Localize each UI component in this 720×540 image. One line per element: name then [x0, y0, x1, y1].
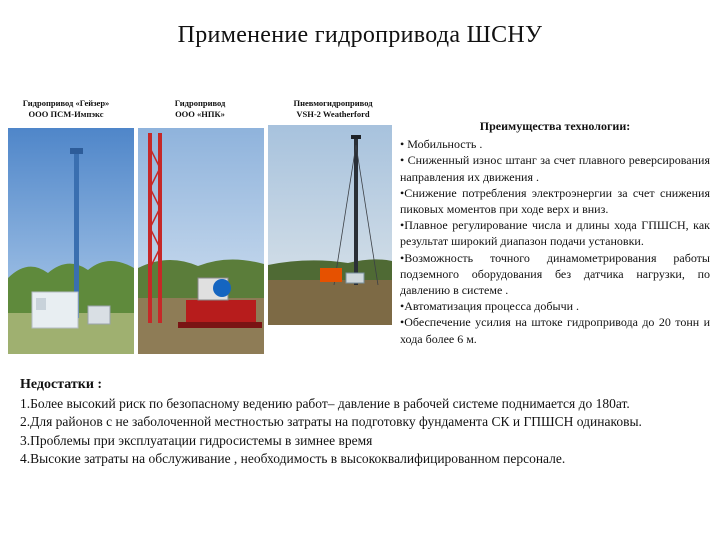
advantage-item: •Снижение потребления электроэнергии за счет снижения пиковых моментов при ходе верх и вниз. — [400, 185, 710, 217]
caption-line: Пневмогидропривод — [293, 98, 373, 108]
advantage-item: •Обеспечение усилия на штоке гидропривода до 20 тонн и хода более 6 м. — [400, 315, 710, 346]
caption-line: Гидропривод — [174, 98, 226, 108]
advantage-item: •Возможность точного динамометрирования работы подземного оборудования без датчика нагрузки, по давлению в системе . — [400, 250, 710, 298]
disadvantages-title: Недостатки : — [20, 377, 103, 392]
disadvantages-section — [20, 376, 710, 469]
advantage-item: •Автоматизация процесса добычи . — [400, 299, 580, 314]
disadvantage-item: 2.Для районов с не заболоченной местностью затраты на подготовку фундамента СК и ГПШСН одинаковы. — [20, 414, 642, 430]
disadvantage-item: 4.Высокие затраты на обслуживание , необходимость в высококвалифицированном персонале. — [20, 451, 566, 467]
page-title: Применение гидропривода ШСНУ — [177, 22, 543, 48]
advantage-item: •Плавное регулирование числа и длины хода ГПШСН, как результат широкий диапазон подачи установки. — [400, 218, 710, 249]
disadvantage-item: 3.Проблемы при эксплуатации гидросистемы в зимнее время — [20, 432, 373, 448]
photo-npk-hydraulic-drive — [138, 128, 264, 354]
photo-geyser-hydraulic-drive — [8, 128, 134, 354]
disadvantage-item: 1.Более высокий риск по безопасному ведению работ– давление в рабочей системе поднимается до 180ат. — [20, 395, 630, 411]
caption-line: Гидропривод «Гейзер» — [22, 98, 110, 108]
photo-weatherford-pneumohydraulic-drive — [268, 125, 392, 325]
caption-line: ООО ПСМ-Импэкс — [28, 109, 104, 119]
advantages-section — [400, 118, 710, 347]
advantage-item: • Мобильность . — [400, 137, 483, 152]
caption-line: ООО «НПК» — [175, 109, 225, 119]
photo-caption-geyser — [6, 98, 126, 120]
advantage-item: • Сниженный износ штанг за счет плавного реверсирования направления их движения . — [400, 153, 710, 184]
photo-caption-npk — [140, 98, 260, 120]
photo-caption-weatherford — [268, 98, 398, 120]
caption-line: VSH-2 Weatherford — [296, 109, 370, 119]
advantages-title: Преимущества технологии: — [479, 119, 631, 133]
